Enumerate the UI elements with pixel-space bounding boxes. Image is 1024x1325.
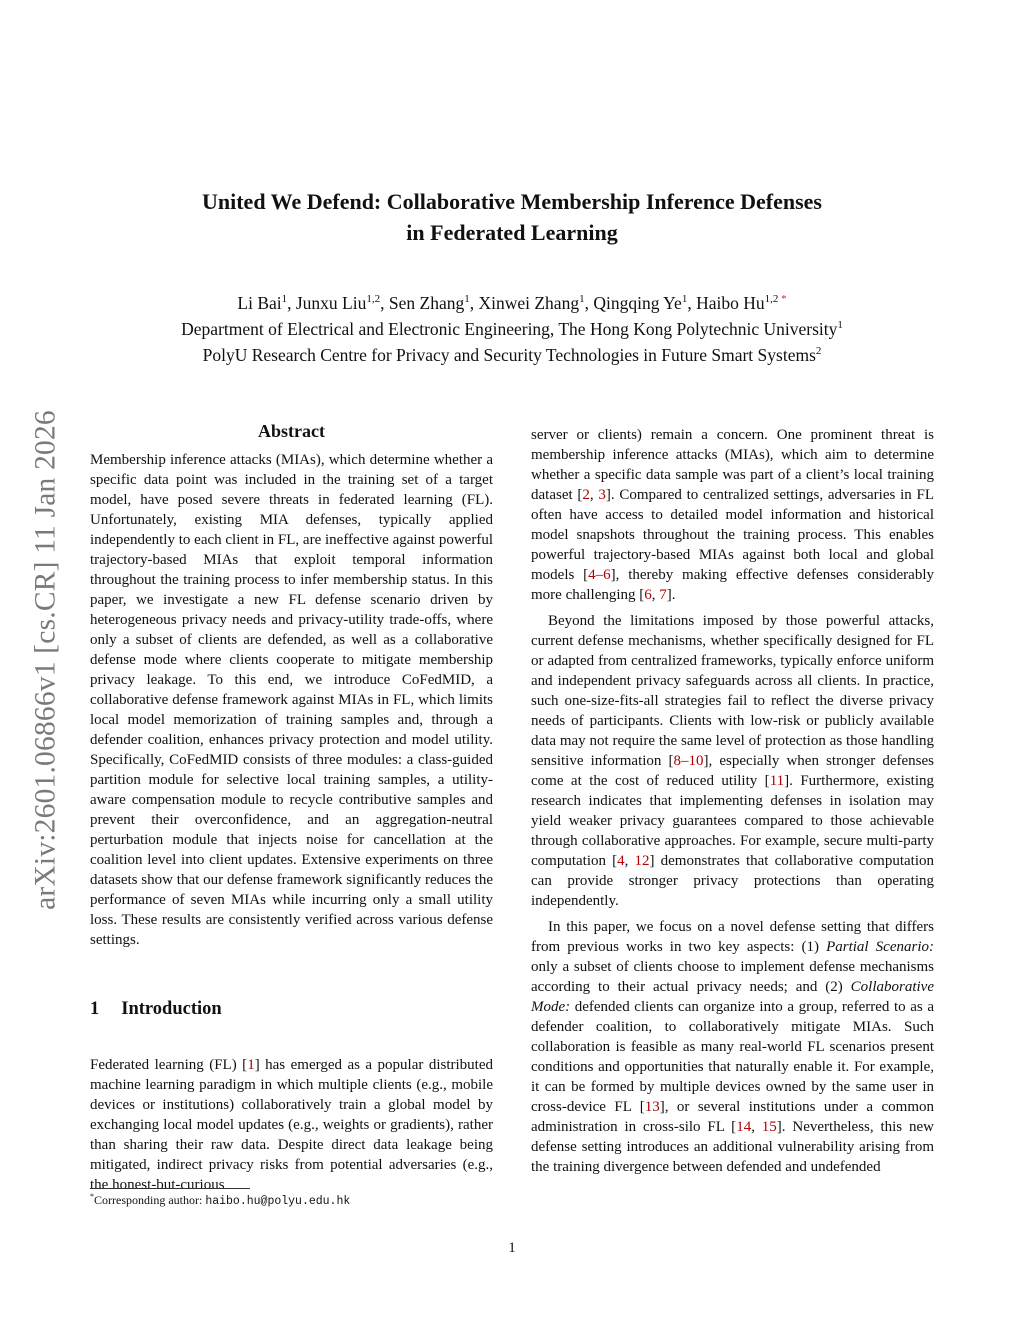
section-title: Introduction: [121, 999, 222, 1019]
abstract-heading: Abstract: [258, 421, 325, 441]
author-list: Li Bai$^1$, Junxu Liu$^{1,2}$, Sen Zhang$^1$, Xinwei Zhang$^1$, Qingqing Ye$^1$, Haibo Hu$^{1,2}$ *: [237, 293, 787, 313]
affiliation-2: PolyU Research Centre for Privacy and Security Technologies in Future Smart Systems$^2$: [202, 345, 822, 365]
footnote: *Corresponding author: haibo.hu@polyu.edu.hk: [90, 1192, 351, 1208]
arxiv-identifier: arXiv:2601.06866v1 [cs.CR] 11 Jan 2026: [29, 410, 62, 910]
citation-link[interactable]: 14: [736, 1119, 752, 1135]
citation-link[interactable]: 13: [644, 1099, 660, 1115]
author-name: Xinwei Zhang: [478, 293, 580, 313]
author-affiliation-mark: 1: [681, 293, 688, 305]
author-affiliation-mark: 1: [579, 293, 585, 305]
citation-link[interactable]: 8–10: [673, 753, 704, 769]
section-heading-introduction: [90, 999, 222, 1020]
citation-link[interactable]: 11: [769, 773, 785, 789]
intro-paragraph: Federated learning (FL) [1] has emerged as a popular distributed machine learning paradigm in which multiple clients (e.g., mobile devices or institutions) collaboratively train a global model by exchanging local model updates (e.g., weights or gradients), rather than sharing their raw data. Despite direct data leakage being mitigated, indirect privacy risks from potential adversaries (e.g., the honest-but-curious: [90, 1057, 493, 1193]
paper-title: [0, 186, 1024, 248]
page-number: 1: [508, 1240, 516, 1256]
right-paragraph-3: In this paper, we focus on a novel defense setting that differs from previous works in two key aspects: (1) Partial Scenario: only a subset of clients choose to implement defense mechanisms according to their actual privacy needs; and (2) Collaborative Mode: defended clients can organize into a group, referred to as a defender coalition, to collaboratively mitigate MIAs. Such collaboration is feasible as many real-world FL scenarios present conditions and opportunities that naturally enable it. For example, it can be formed by multiple devices owned by the same user in cross-device FL [13], or several institutions under a common administration in cross-silo FL [14, 15]. Nevertheless, this new defense setting introduces an additional vulnerability arising from the training divergence between defended and undefended: [531, 919, 934, 1175]
citation-link[interactable]: 2: [582, 487, 590, 503]
citation-link[interactable]: 4: [617, 853, 625, 869]
author-name: Haibo Hu: [696, 293, 765, 313]
citation-link[interactable]: 7: [659, 587, 667, 603]
citation-link[interactable]: 12: [634, 853, 650, 869]
author-name: Qingqing Ye: [593, 293, 682, 313]
citation-link[interactable]: 15: [761, 1119, 777, 1135]
abstract-text: Membership inference attacks (MIAs), which determine whether a specific data point was included in the training set of a target model, have posed severe threats in federated learning (FL). Unfortunately, existing MIA defenses, typically applied independently to each client in FL, are ineffective against powerful trajectory-based MIAs that exploit temporal information throughout the training process to infer membership status. In this paper, we investigate a new FL defense scenario driven by heterogeneous privacy needs and privacy-utility trade-offs, where only a subset of clients are defended, as well as a collaborative defense mode where clients cooperate to mitigate membership privacy leakage. To this end, we introduce CoFedMID, a collaborative defense framework against MIAs in FL, which limits local model memorization of training samples and, through a defender coalition, enhances privacy protection and model utility. Specifically, CoFedMID consists of three modules: a class-guided partition module for selective local training samples, a utility-aware compensation module to recycle contributive samples and prevent their overconfidence, and an aggregation-neutral perturbation module that injects noise for cancellation at the coalition level into client updates. Extensive experiments on three datasets show that our defense framework significantly reduces the performance of seven MIAs while incurring only a small utility loss. These results are consistently verified across various defense settings.: [90, 452, 493, 948]
corresponding-email[interactable]: haibo.hu@polyu.edu.hk: [205, 1195, 351, 1208]
corresponding-author-mark: *: [778, 293, 787, 305]
citation-link[interactable]: 1: [247, 1057, 255, 1073]
citation-link[interactable]: 3: [598, 487, 606, 503]
section-number: 1: [90, 999, 100, 1019]
author-affiliation-mark: 1: [281, 293, 288, 305]
affiliation-1: Department of Electrical and Electronic Engineering, The Hong Kong Polytechnic University$^1$: [181, 319, 843, 339]
italic-term: Collaborative Mode:: [531, 979, 934, 1015]
italic-term: Partial Scenario:: [826, 939, 934, 955]
abstract-body: [90, 450, 493, 950]
author-block: [0, 290, 1024, 368]
footnote-rule: [90, 1188, 250, 1189]
citation-link[interactable]: 4–6: [588, 567, 611, 583]
title-line-1: United We Defend: Collaborative Membership Inference Defenses: [202, 189, 822, 214]
author-affiliation-mark: 1: [464, 293, 470, 305]
right-paragraph-2: Beyond the limitations imposed by those powerful attacks, current defense mechanisms, whether specifically designed for FL or adapted from centralized frameworks, typically enforce uniform and independent privacy safeguards across all clients. In practice, such one-size-fits-all strategies fail to reflect the diverse privacy needs of participants. Clients with low-risk or publicly available data may not require the same level of protection as those handling sensitive information [8–10], especially when stronger defenses come at the cost of reduced utility [11]. Furthermore, existing research indicates that implementing defenses in isolation may yield weaker privacy guarantees compared to those achievable through collaborative approaches. For example, secure multi-party computation [4, 12] demonstrates that collaborative computation can provide stronger privacy protections than operating independently.: [531, 613, 934, 909]
citation-link[interactable]: 6: [644, 587, 652, 603]
right-paragraph-1: server or clients) remain a concern. One prominent threat is membership inference attacks (MIAs), which aim to determine whether a specific data sample was part of a client’s local training dataset [2, 3]. Compared to centralized settings, adversaries in FL often have access to detailed model information and historical model snapshots throughout the training process. This enables powerful trajectory-based MIAs against both local and global models [4–6], thereby making effective defenses considerably more challenging [6, 7].: [531, 427, 935, 603]
author-name: Junxu Liu: [295, 293, 367, 313]
right-column: [531, 425, 934, 1177]
author-name: Sen Zhang: [388, 293, 465, 313]
author-affiliation-mark: 1,2: [764, 293, 779, 305]
author-affiliation-mark: 1,2: [366, 293, 381, 305]
title-line-2: in Federated Learning: [406, 220, 618, 245]
author-name: Li Bai: [237, 293, 282, 313]
